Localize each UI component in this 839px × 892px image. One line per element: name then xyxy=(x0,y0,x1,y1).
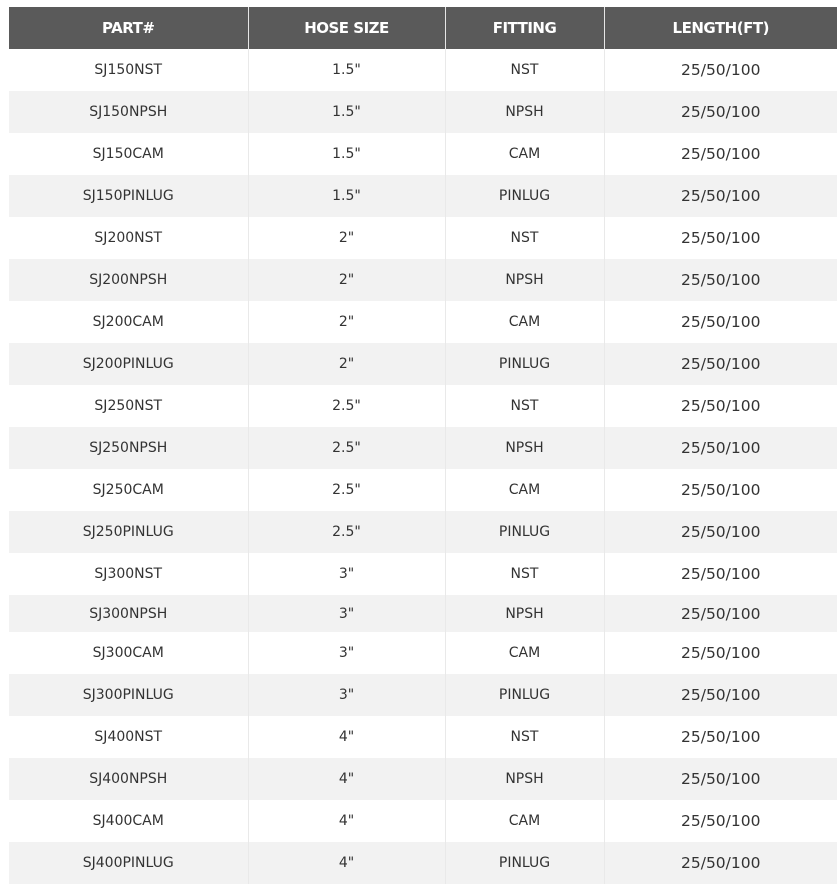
column-header-fitting: FITTING xyxy=(445,7,604,49)
column-header-hose-size: HOSE SIZE xyxy=(248,7,445,49)
length-cell: 25/50/100 xyxy=(604,133,837,175)
hose-size-cell: 2.5" xyxy=(248,385,445,427)
table-row xyxy=(9,674,837,716)
part-number-cell: SJ300CAM xyxy=(9,632,248,674)
part-number-cell: SJ400NST xyxy=(9,716,248,758)
length-cell: 25/50/100 xyxy=(604,175,837,217)
hose-size-cell: 1.5" xyxy=(248,91,445,133)
table-row xyxy=(9,511,837,553)
length-cell: 25/50/100 xyxy=(604,842,837,884)
table-row xyxy=(9,175,837,217)
table-row xyxy=(9,469,837,511)
table-row xyxy=(9,716,837,758)
fitting-cell: PINLUG xyxy=(445,674,604,716)
hose-size-cell: 2" xyxy=(248,217,445,259)
part-number-cell: SJ200PINLUG xyxy=(9,343,248,385)
hose-size-cell: 2" xyxy=(248,259,445,301)
hose-size-cell: 1.5" xyxy=(248,49,445,91)
hose-size-cell: 4" xyxy=(248,758,445,800)
length-cell: 25/50/100 xyxy=(604,343,837,385)
hose-size-cell: 2.5" xyxy=(248,427,445,469)
length-cell: 25/50/100 xyxy=(604,553,837,595)
fitting-cell: NST xyxy=(445,385,604,427)
table-body xyxy=(9,49,837,884)
part-number-cell: SJ150NPSH xyxy=(9,91,248,133)
table-row xyxy=(9,632,837,674)
length-cell: 25/50/100 xyxy=(604,91,837,133)
length-cell: 25/50/100 xyxy=(604,427,837,469)
hose-size-cell: 4" xyxy=(248,800,445,842)
fitting-cell: CAM xyxy=(445,469,604,511)
product-spec-table xyxy=(9,7,837,884)
part-number-cell: SJ150NST xyxy=(9,49,248,91)
table-row xyxy=(9,427,837,469)
table-row xyxy=(9,595,837,632)
hose-size-cell: 1.5" xyxy=(248,175,445,217)
fitting-cell: NST xyxy=(445,716,604,758)
table-row xyxy=(9,385,837,427)
table-row xyxy=(9,553,837,595)
hose-size-cell: 2" xyxy=(248,301,445,343)
fitting-cell: PINLUG xyxy=(445,842,604,884)
fitting-cell: NPSH xyxy=(445,595,604,632)
part-number-cell: SJ300PINLUG xyxy=(9,674,248,716)
part-number-cell: SJ400CAM xyxy=(9,800,248,842)
fitting-cell: PINLUG xyxy=(445,343,604,385)
table-row xyxy=(9,133,837,175)
part-number-cell: SJ300NPSH xyxy=(9,595,248,632)
part-number-cell: SJ150PINLUG xyxy=(9,175,248,217)
table-row xyxy=(9,91,837,133)
column-header-length: LENGTH(FT) xyxy=(604,7,837,49)
length-cell: 25/50/100 xyxy=(604,716,837,758)
table-row xyxy=(9,343,837,385)
length-cell: 25/50/100 xyxy=(604,217,837,259)
table-row xyxy=(9,49,837,91)
length-cell: 25/50/100 xyxy=(604,511,837,553)
part-number-cell: SJ300NST xyxy=(9,553,248,595)
length-cell: 25/50/100 xyxy=(604,301,837,343)
fitting-cell: NPSH xyxy=(445,91,604,133)
fitting-cell: PINLUG xyxy=(445,511,604,553)
fitting-cell: CAM xyxy=(445,133,604,175)
table-row xyxy=(9,842,837,884)
table-row xyxy=(9,301,837,343)
hose-size-cell: 4" xyxy=(248,842,445,884)
fitting-cell: CAM xyxy=(445,800,604,842)
column-header-part: PART# xyxy=(9,7,248,49)
length-cell: 25/50/100 xyxy=(604,758,837,800)
fitting-cell: NST xyxy=(445,217,604,259)
length-cell: 25/50/100 xyxy=(604,259,837,301)
fitting-cell: CAM xyxy=(445,632,604,674)
length-cell: 25/50/100 xyxy=(604,385,837,427)
hose-size-cell: 4" xyxy=(248,716,445,758)
product-table-container xyxy=(9,7,837,884)
part-number-cell: SJ200NPSH xyxy=(9,259,248,301)
hose-size-cell: 3" xyxy=(248,632,445,674)
part-number-cell: SJ250NST xyxy=(9,385,248,427)
length-cell: 25/50/100 xyxy=(604,595,837,632)
part-number-cell: SJ400PINLUG xyxy=(9,842,248,884)
part-number-cell: SJ400NPSH xyxy=(9,758,248,800)
table-row xyxy=(9,758,837,800)
part-number-cell: SJ150CAM xyxy=(9,133,248,175)
length-cell: 25/50/100 xyxy=(604,49,837,91)
part-number-cell: SJ200CAM xyxy=(9,301,248,343)
part-number-cell: SJ250CAM xyxy=(9,469,248,511)
fitting-cell: NPSH xyxy=(445,259,604,301)
hose-size-cell: 3" xyxy=(248,595,445,632)
fitting-cell: NPSH xyxy=(445,427,604,469)
table-row xyxy=(9,800,837,842)
hose-size-cell: 2.5" xyxy=(248,511,445,553)
hose-size-cell: 3" xyxy=(248,553,445,595)
length-cell: 25/50/100 xyxy=(604,674,837,716)
hose-size-cell: 1.5" xyxy=(248,133,445,175)
hose-size-cell: 2.5" xyxy=(248,469,445,511)
length-cell: 25/50/100 xyxy=(604,469,837,511)
table-row xyxy=(9,217,837,259)
length-cell: 25/50/100 xyxy=(604,632,837,674)
header-row xyxy=(9,7,837,49)
hose-size-cell: 2" xyxy=(248,343,445,385)
fitting-cell: NST xyxy=(445,553,604,595)
fitting-cell: CAM xyxy=(445,301,604,343)
part-number-cell: SJ250PINLUG xyxy=(9,511,248,553)
fitting-cell: NPSH xyxy=(445,758,604,800)
part-number-cell: SJ250NPSH xyxy=(9,427,248,469)
part-number-cell: SJ200NST xyxy=(9,217,248,259)
hose-size-cell: 3" xyxy=(248,674,445,716)
length-cell: 25/50/100 xyxy=(604,800,837,842)
table-header xyxy=(9,7,837,49)
table-row xyxy=(9,259,837,301)
fitting-cell: PINLUG xyxy=(445,175,604,217)
fitting-cell: NST xyxy=(445,49,604,91)
